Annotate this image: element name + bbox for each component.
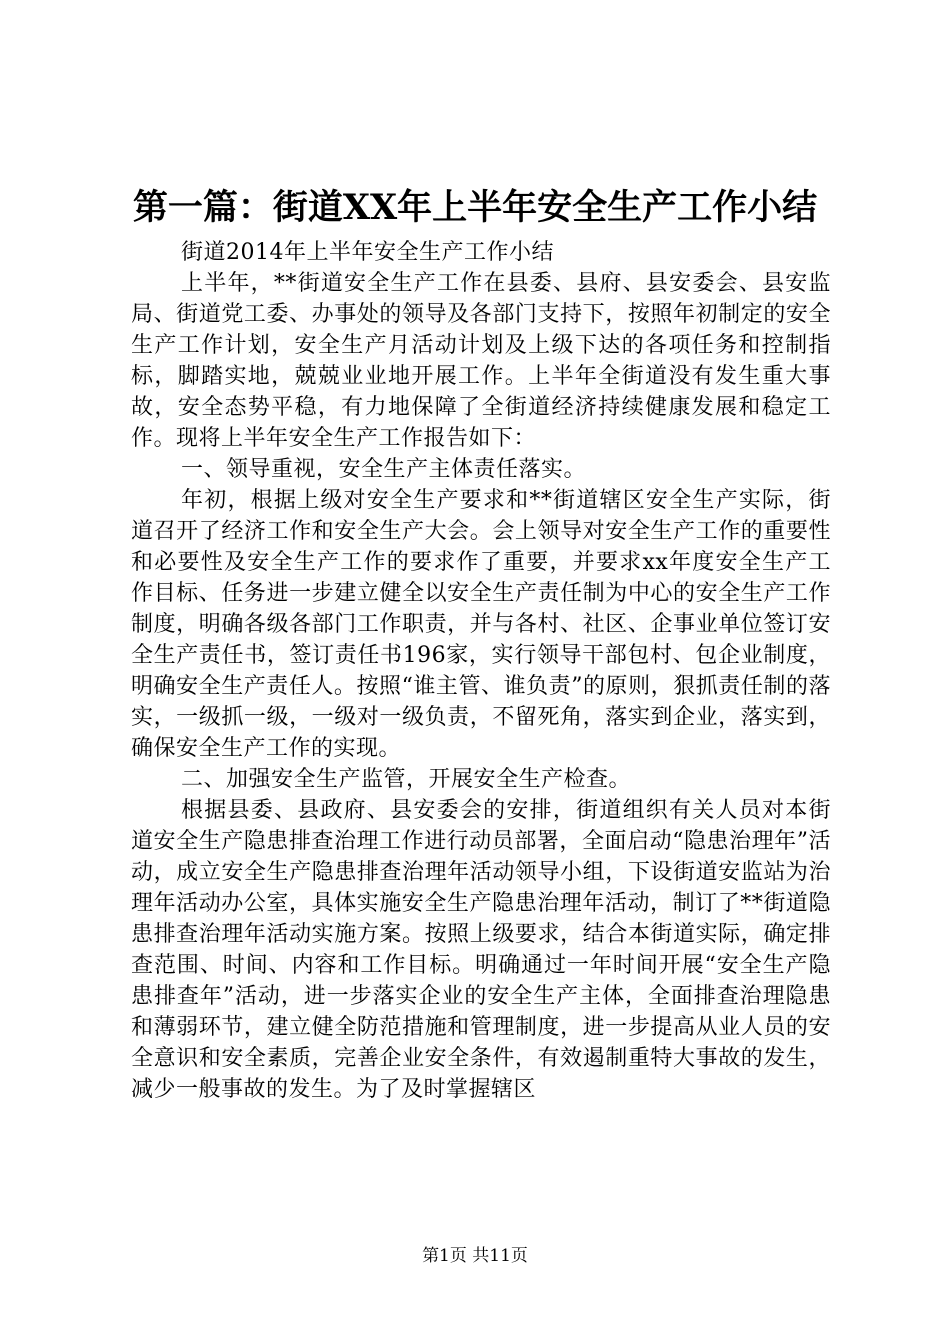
document-body — [131, 237, 831, 1105]
subtitle-paragraph: 街道2014年上半年安全生产工作小结 — [181, 240, 554, 265]
section-heading-1: 一、领导重视，安全生产主体责任落实。 — [181, 457, 587, 482]
page-footer: 第1页 共11页 — [422, 1246, 528, 1266]
document-title: 第一篇：街道XX年上半年安全生产工作小结 — [132, 187, 818, 228]
section-2-paragraph: 根据县委、县政府、县安委会的安排，街道组织有关人员对本街道安全生产隐患排查治理工作进行动员部署，全面启动“隐患治理年”活动，成立安全生产隐患排查治理年活动领导小组，下设街道安监站为治理年活动办公室，具体实施安全生产隐患治理年活动，制订了**街道隐患排查治理年活动实施方案。按照上级要求，结合本街道实际，确定排查范围、时间、内容和工作目标。明确通过一年时间开展“安全生产隐患排查年”活动，进一步落实企业的安全生产主体，全面排查治理隐患和薄弱环节，建立健全防范措施和管理制度，进一步提高从业人员的安全意识和安全素质，完善企业安全条件，有效遏制重特大事故的发生，减少一般事故的发生。为了及时掌握辖区 — [131, 798, 831, 1102]
intro-paragraph: 上半年，**街道安全生产工作在县委、县府、县安委会、县安监局、街道党工委、办事处的领导及各部门支持下，按照年初制定的安全生产工作计划，安全生产月活动计划及上级下达的各项任务和控制指标，脚踏实地，兢兢业业地开展工作。上半年全街道没有发生重大事故，安全态势平稳，有力地保障了全街道经济持续健康发展和稳定工作。现将上半年安全生产工作报告如下： — [131, 271, 831, 451]
section-heading-2: 二、加强安全生产监管，开展安全生产检查。 — [181, 767, 632, 792]
section-1-paragraph: 年初，根据上级对安全生产要求和**街道辖区安全生产实际，街道召开了经济工作和安全生产大会。会上领导对安全生产工作的重要性和必要性及安全生产工作的要求作了重要，并要求xx年度安全生产工作目标、任务进一步建立健全以安全生产责任制为中心的安全生产工作制度，明确各级各部门工作职责，并与各村、社区、企事业单位签订安全生产责任书，签订责任书196家，实行领导干部包村、包企业制度，明确安全生产责任人。按照“谁主管、谁负责”的原则，狠抓责任制的落实，一级抓一级，一级对一级负责，不留死角，落实到企业，落实到，确保安全生产工作的实现。 — [131, 488, 831, 761]
